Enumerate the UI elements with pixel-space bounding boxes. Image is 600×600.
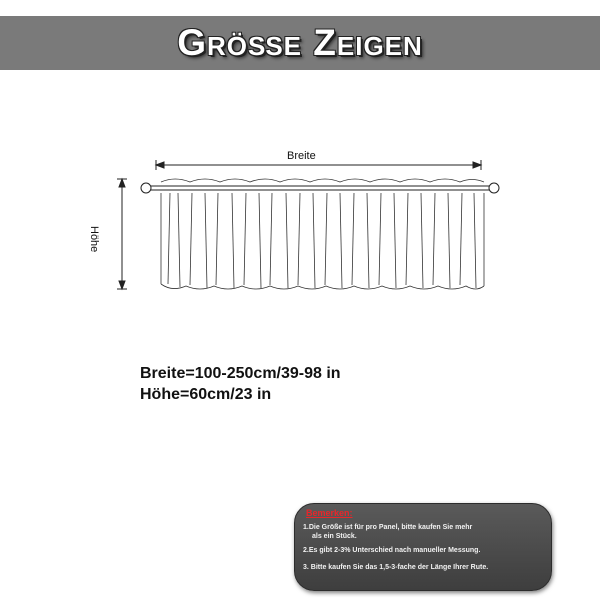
width-dimension-arrow bbox=[156, 160, 481, 170]
width-label: Breite bbox=[287, 150, 316, 162]
width-size-text: Breite=100-250cm/39-98 in bbox=[140, 365, 341, 382]
page-title: Größe Zeigen bbox=[177, 22, 423, 63]
notes-title: Bemerken: bbox=[306, 508, 353, 518]
note-text: 2.Es gibt 2-3% Unterschied nach manueller Messung. bbox=[303, 547, 481, 554]
curtain-rod bbox=[141, 183, 499, 193]
note-item bbox=[303, 546, 543, 555]
note-text: 3. Bitte kaufen Sie das 1,5-3-fache der Länge Ihrer Rute. bbox=[303, 564, 489, 571]
notes-box bbox=[294, 503, 552, 591]
height-size-text: Höhe=60cm/23 in bbox=[140, 386, 272, 403]
note-item bbox=[303, 523, 543, 541]
curtain-panel bbox=[161, 179, 484, 289]
height-dimension-arrow bbox=[117, 179, 127, 289]
note-text: 1.Die Größe ist für pro Panel, bitte kaufen Sie mehr bbox=[303, 524, 473, 531]
note-item bbox=[303, 563, 543, 572]
note-continuation: als ein Stück. bbox=[312, 533, 357, 540]
height-label: Höhe bbox=[88, 226, 100, 253]
notes-list bbox=[303, 523, 543, 577]
